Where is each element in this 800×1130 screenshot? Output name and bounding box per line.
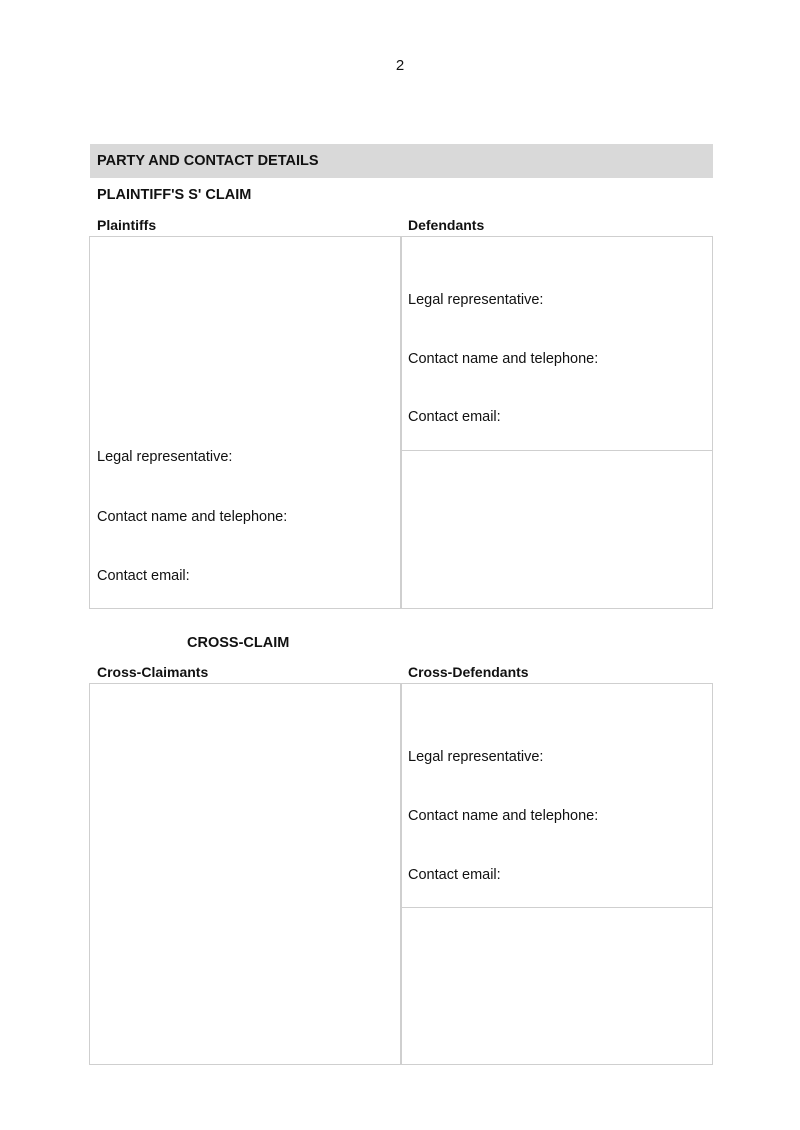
cross-defendant-contact-email-label: Contact email: [408,867,501,883]
defendants-extra-box[interactable] [401,450,713,609]
defendant-contact-email-label: Contact email: [408,409,501,425]
defendants-label: Defendants [408,217,485,233]
defendant-legal-representative-label: Legal representative: [408,292,544,308]
plaintiff-legal-representative-label: Legal representative: [97,449,233,465]
page-number: 2 [395,57,405,74]
cross-defendants-label: Cross-Defendants [408,664,529,680]
plaintiffs-label: Plaintiffs [97,217,157,233]
plaintiff-contact-email-label: Contact email: [97,568,190,584]
cross-claim-heading: CROSS-CLAIM [187,635,290,651]
section-title: PARTY AND CONTACT DETAILS [97,153,319,169]
plaintiffs-box[interactable] [89,236,401,609]
plaintiff-contact-name-telephone-label: Contact name and telephone: [97,509,288,525]
defendant-contact-name-telephone-label: Contact name and telephone: [408,351,599,367]
cross-defendants-extra-box[interactable] [401,907,713,1065]
cross-claimants-label: Cross-Claimants [97,664,209,680]
cross-defendant-legal-representative-label: Legal representative: [408,749,544,765]
cross-defendant-contact-name-telephone-label: Contact name and telephone: [408,808,599,824]
cross-claimants-box[interactable] [89,683,401,1065]
claim-heading: PLAINTIFF'S S' CLAIM [97,187,252,203]
